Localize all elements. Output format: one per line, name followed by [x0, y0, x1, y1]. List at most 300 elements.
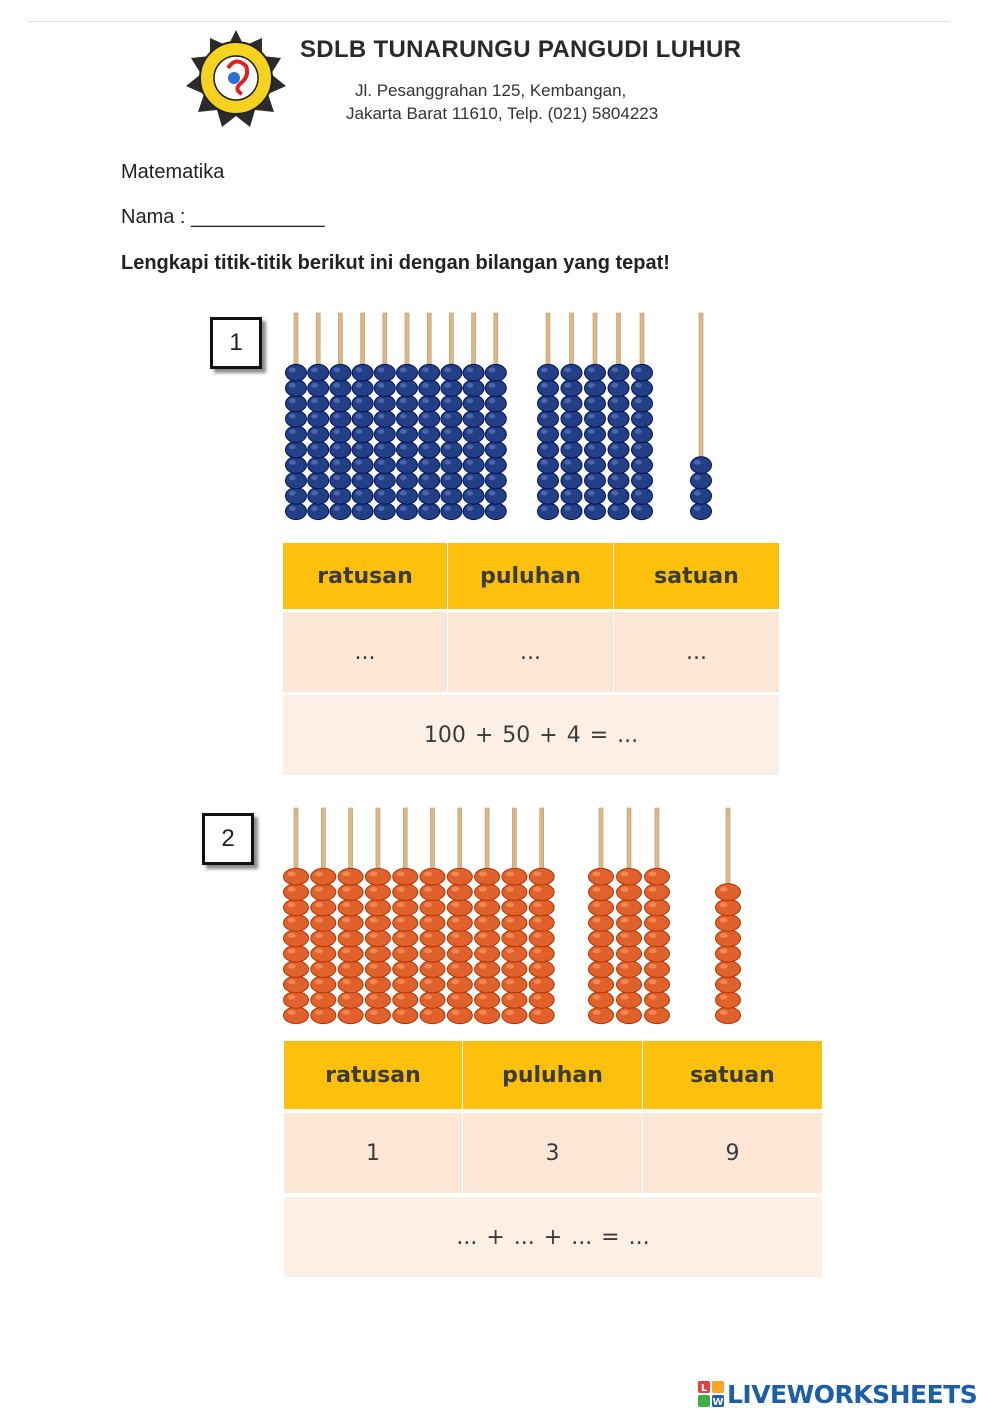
hundred-bead	[485, 503, 506, 520]
hundred-bead	[284, 884, 309, 901]
ten-bead	[617, 930, 642, 947]
hundred-bead	[485, 441, 506, 458]
hundred-bead-highlight	[506, 902, 514, 907]
hundred-bead-highlight	[422, 506, 429, 511]
hundred-bead	[393, 961, 418, 978]
ten-bead-highlight	[621, 979, 629, 984]
hundred-bead	[311, 976, 336, 993]
hundred-bead-highlight	[479, 964, 487, 969]
ten-bead-highlight	[649, 948, 657, 953]
hundred-bead-highlight	[311, 444, 318, 449]
ten-bead	[561, 426, 582, 443]
hundred-bead	[330, 457, 351, 474]
hundred-bead	[420, 1007, 445, 1024]
name-field[interactable]: Nama : ____________	[121, 206, 325, 228]
hundred-bead-highlight	[289, 367, 296, 372]
ten-bead	[645, 945, 670, 962]
hundred-bead-highlight	[400, 491, 407, 496]
hundred-bead	[393, 884, 418, 901]
ten-bead	[538, 472, 559, 489]
hundred-bead-highlight	[397, 902, 405, 907]
hundred-bead-highlight	[378, 383, 385, 388]
hundred-bead	[419, 488, 440, 505]
hundred-bead	[419, 503, 440, 520]
hundred-bead-highlight	[333, 429, 340, 434]
hundred-bead	[420, 945, 445, 962]
hundred-bead-highlight	[356, 506, 363, 511]
hundred-bead-highlight	[506, 918, 514, 923]
hundred-bead	[485, 472, 506, 489]
one-bead-highlight	[720, 902, 728, 907]
hundred-bead-highlight	[356, 367, 363, 372]
hundred-bead	[397, 364, 418, 381]
hundred-bead	[284, 1007, 309, 1024]
hundred-bead-highlight	[356, 414, 363, 419]
hundred-bead-highlight	[444, 475, 451, 480]
hundred-bead	[529, 976, 554, 993]
hundred-bead	[420, 884, 445, 901]
hundred-bead-highlight	[289, 429, 296, 434]
hundred-bead	[284, 992, 309, 1009]
hundred-bead	[419, 364, 440, 381]
hundred-bead	[447, 930, 472, 947]
ten-bead-highlight	[593, 933, 601, 938]
ten-bead	[561, 503, 582, 520]
hundred-bead-highlight	[356, 398, 363, 403]
ten-bead-highlight	[611, 414, 618, 419]
hundred-bead-highlight	[451, 964, 459, 969]
hundred-bead-highlight	[506, 871, 514, 876]
hundred-bead-highlight	[489, 398, 496, 403]
ten-bead	[632, 472, 653, 489]
hundred-bead	[502, 930, 527, 947]
hundred-bead-highlight	[400, 414, 407, 419]
address-line-1: Jl. Pesanggrahan 125, Kembangan,	[355, 81, 627, 100]
hundred-bead-highlight	[479, 995, 487, 1000]
hundred-bead	[502, 976, 527, 993]
ten-bead-highlight	[588, 444, 595, 449]
hundred-bead-highlight	[342, 918, 350, 923]
ten-bead-highlight	[649, 933, 657, 938]
one-bead-highlight	[694, 460, 701, 465]
ten-bead	[608, 395, 629, 412]
hundred-bead	[463, 488, 484, 505]
ten-bead	[561, 488, 582, 505]
ten-bead-highlight	[621, 918, 629, 923]
ten-bead	[589, 992, 614, 1009]
hundred-bead	[502, 868, 527, 885]
one-bead	[691, 488, 712, 505]
hundred-bead	[286, 472, 307, 489]
hundred-bead-highlight	[489, 383, 496, 388]
hundred-bead	[502, 992, 527, 1009]
abacus-1	[275, 305, 745, 530]
ten-bead-highlight	[611, 367, 618, 372]
hundred-bead	[311, 1007, 336, 1024]
hundred-bead-highlight	[422, 367, 429, 372]
hundred-bead	[463, 380, 484, 397]
hundred-bead-highlight	[467, 444, 474, 449]
hundred-bead-highlight	[489, 506, 496, 511]
ten-bead	[585, 503, 606, 520]
hundred-bead	[502, 1007, 527, 1024]
header-ratusan: ratusan	[283, 543, 447, 609]
hundred-bead	[393, 976, 418, 993]
one-bead-highlight	[720, 933, 728, 938]
hundred-bead-highlight	[311, 398, 318, 403]
hundred-bead-highlight	[315, 948, 323, 953]
hundred-bead	[365, 899, 390, 916]
equation-2[interactable]: ... + ... + ... = ...	[284, 1197, 822, 1277]
hundred-bead-highlight	[467, 491, 474, 496]
hundred-bead-highlight	[451, 871, 459, 876]
hundred-bead-highlight	[397, 933, 405, 938]
ten-bead-highlight	[611, 506, 618, 511]
hundred-bead	[485, 364, 506, 381]
hundred-bead-highlight	[397, 979, 405, 984]
hundred-bead-highlight	[506, 933, 514, 938]
hundred-bead	[311, 945, 336, 962]
ten-bead-highlight	[564, 414, 571, 419]
hundred-bead	[374, 488, 395, 505]
ten-bead-highlight	[611, 491, 618, 496]
hundred-bead-highlight	[451, 902, 459, 907]
hundred-bead	[284, 899, 309, 916]
hundred-bead-highlight	[467, 414, 474, 419]
ten-bead-highlight	[621, 902, 629, 907]
hundred-bead-highlight	[356, 429, 363, 434]
ten-bead-highlight	[593, 1010, 601, 1015]
hundred-bead-highlight	[288, 995, 296, 1000]
hundred-bead	[338, 868, 363, 885]
hundred-bead-highlight	[289, 444, 296, 449]
hundred-bead	[441, 364, 462, 381]
hundred-bead	[365, 915, 390, 932]
hundred-bead-highlight	[333, 398, 340, 403]
ten-bead-highlight	[564, 367, 571, 372]
ten-bead	[585, 380, 606, 397]
hundred-bead-highlight	[356, 475, 363, 480]
hundred-bead-highlight	[378, 460, 385, 465]
header-satuan: satuan	[643, 1041, 822, 1109]
hundred-bead	[308, 488, 329, 505]
hundred-bead	[397, 380, 418, 397]
hundred-bead-highlight	[424, 887, 432, 892]
ten-bead-highlight	[611, 460, 618, 465]
hundred-bead-highlight	[489, 414, 496, 419]
one-bead-highlight	[720, 887, 728, 892]
ten-bead-highlight	[588, 367, 595, 372]
ten-bead	[645, 1007, 670, 1024]
hundred-bead	[420, 899, 445, 916]
hundred-bead-highlight	[424, 933, 432, 938]
ten-bead	[632, 411, 653, 428]
equation-1[interactable]: 100 + 50 + 4 = ...	[283, 695, 779, 775]
hundred-bead-highlight	[311, 367, 318, 372]
hundred-bead-highlight	[289, 460, 296, 465]
ten-bead-highlight	[564, 429, 571, 434]
ten-bead	[585, 395, 606, 412]
one-bead-highlight	[720, 918, 728, 923]
hundred-bead-highlight	[467, 367, 474, 372]
hundred-bead	[311, 992, 336, 1009]
hundred-bead	[397, 503, 418, 520]
hundred-bead-highlight	[422, 414, 429, 419]
hundred-bead	[419, 395, 440, 412]
hundred-bead	[441, 472, 462, 489]
ten-bead	[608, 364, 629, 381]
answer-ratusan-1[interactable]: ...	[283, 612, 447, 692]
ten-bead	[561, 364, 582, 381]
one-bead-highlight	[720, 979, 728, 984]
logo-tile-green	[698, 1395, 710, 1407]
ten-bead-highlight	[588, 491, 595, 496]
hundred-bead-highlight	[378, 367, 385, 372]
abacus-2	[275, 800, 765, 1030]
hundred-bead	[330, 411, 351, 428]
problem-number-2: 2	[202, 813, 254, 865]
ten-bead	[632, 457, 653, 474]
hundred-bead-highlight	[444, 398, 451, 403]
hundred-bead-highlight	[479, 918, 487, 923]
ten-bead	[561, 472, 582, 489]
one-bead	[716, 992, 741, 1009]
hundred-bead-highlight	[342, 887, 350, 892]
ten-bead-highlight	[541, 398, 548, 403]
hundred-bead	[420, 868, 445, 885]
value-ratusan-2: 1	[284, 1113, 462, 1193]
ten-bead	[585, 488, 606, 505]
hundred-bead-highlight	[397, 964, 405, 969]
hundred-bead-highlight	[451, 933, 459, 938]
ten-bead	[585, 364, 606, 381]
hundred-bead	[463, 503, 484, 520]
hundred-bead	[352, 364, 373, 381]
hundred-bead-highlight	[333, 414, 340, 419]
hundred-bead-highlight	[315, 979, 323, 984]
hundred-bead-highlight	[315, 902, 323, 907]
header-satuan: satuan	[614, 543, 779, 609]
one-bead-highlight	[694, 475, 701, 480]
hundred-bead	[447, 915, 472, 932]
hundred-bead	[393, 899, 418, 916]
hundred-bead-highlight	[378, 475, 385, 480]
ten-bead-highlight	[611, 475, 618, 480]
ten-bead	[589, 915, 614, 932]
hundred-bead	[475, 884, 500, 901]
hundred-bead	[311, 868, 336, 885]
hundred-bead-highlight	[378, 506, 385, 511]
liveworksheets-logo-icon	[697, 1380, 725, 1408]
hundred-bead-highlight	[356, 460, 363, 465]
ten-bead	[538, 488, 559, 505]
hundred-bead	[419, 426, 440, 443]
hundred-bead-highlight	[311, 414, 318, 419]
hundred-bead	[286, 364, 307, 381]
hundred-bead	[393, 945, 418, 962]
hundred-bead	[352, 380, 373, 397]
ten-bead-highlight	[621, 964, 629, 969]
hundred-bead	[338, 976, 363, 993]
hundred-bead	[485, 395, 506, 412]
hundred-bead	[286, 441, 307, 458]
hundred-bead-highlight	[424, 918, 432, 923]
hundred-bead-highlight	[342, 948, 350, 953]
hundred-bead-highlight	[533, 995, 541, 1000]
hundred-bead	[475, 961, 500, 978]
hundred-bead-highlight	[489, 475, 496, 480]
ten-bead-highlight	[593, 964, 601, 969]
hundred-bead-highlight	[400, 506, 407, 511]
hundred-bead	[475, 992, 500, 1009]
ten-bead-highlight	[541, 383, 548, 388]
hundred-bead-highlight	[467, 475, 474, 480]
ten-bead-highlight	[635, 383, 642, 388]
ten-bead-highlight	[649, 902, 657, 907]
hundred-bead	[330, 426, 351, 443]
hundred-bead	[529, 992, 554, 1009]
ten-bead	[608, 457, 629, 474]
ten-bead-highlight	[635, 414, 642, 419]
ten-bead-highlight	[649, 918, 657, 923]
hundred-bead-highlight	[400, 429, 407, 434]
hundred-bead-highlight	[315, 964, 323, 969]
hundred-bead-highlight	[342, 871, 350, 876]
one-bead-highlight	[720, 948, 728, 953]
ten-bead	[632, 395, 653, 412]
hundred-bead-highlight	[333, 367, 340, 372]
hundred-bead	[286, 395, 307, 412]
ten-bead	[632, 426, 653, 443]
hundred-bead	[308, 472, 329, 489]
hundred-bead	[447, 945, 472, 962]
ten-bead-highlight	[635, 460, 642, 465]
hundred-bead	[419, 472, 440, 489]
answer-puluhan-1[interactable]: ...	[448, 612, 613, 692]
hundred-bead	[330, 488, 351, 505]
ten-bead-highlight	[593, 979, 601, 984]
hundred-bead-highlight	[315, 995, 323, 1000]
hundred-bead	[393, 1007, 418, 1024]
ten-bead	[645, 868, 670, 885]
hundred-bead-highlight	[397, 995, 405, 1000]
hundred-bead-highlight	[356, 444, 363, 449]
hundred-bead-highlight	[424, 964, 432, 969]
ten-bead-highlight	[649, 871, 657, 876]
ten-bead	[589, 868, 614, 885]
ten-bead	[585, 411, 606, 428]
ten-bead	[585, 472, 606, 489]
hundred-bead-highlight	[444, 444, 451, 449]
hundred-bead	[338, 1007, 363, 1024]
hundred-bead	[502, 884, 527, 901]
hundred-bead	[286, 503, 307, 520]
hundred-bead	[485, 426, 506, 443]
ten-bead	[608, 472, 629, 489]
ten-bead	[608, 380, 629, 397]
hundred-bead	[463, 426, 484, 443]
ten-bead-highlight	[611, 444, 618, 449]
hundred-bead	[447, 976, 472, 993]
hundred-bead	[419, 411, 440, 428]
hundred-bead-highlight	[378, 414, 385, 419]
hundred-bead-highlight	[444, 383, 451, 388]
answer-satuan-1[interactable]: ...	[614, 612, 779, 692]
ten-bead	[585, 441, 606, 458]
ten-bead-highlight	[541, 367, 548, 372]
hundred-bead-highlight	[288, 979, 296, 984]
hundred-bead-highlight	[479, 871, 487, 876]
ten-bead-highlight	[621, 1010, 629, 1015]
hundred-bead	[308, 411, 329, 428]
hundred-bead	[420, 961, 445, 978]
hundred-bead-highlight	[370, 887, 378, 892]
ten-bead	[538, 503, 559, 520]
ten-bead-highlight	[635, 398, 642, 403]
hundred-bead	[441, 380, 462, 397]
hundred-bead	[420, 976, 445, 993]
hundred-bead	[475, 868, 500, 885]
hundred-bead	[352, 488, 373, 505]
hundred-bead-highlight	[342, 1010, 350, 1015]
hundred-bead	[284, 976, 309, 993]
ten-bead	[632, 503, 653, 520]
hundred-bead-highlight	[533, 918, 541, 923]
hundred-bead	[365, 976, 390, 993]
hundred-bead-highlight	[288, 871, 296, 876]
hundred-bead-highlight	[288, 1010, 296, 1015]
hundred-bead	[441, 426, 462, 443]
ten-bead-highlight	[611, 429, 618, 434]
ten-bead	[538, 441, 559, 458]
ten-bead-highlight	[588, 398, 595, 403]
hundred-bead	[502, 945, 527, 962]
hundred-bead-highlight	[342, 902, 350, 907]
ten-bead	[589, 945, 614, 962]
hundred-bead	[529, 884, 554, 901]
ten-bead-highlight	[635, 506, 642, 511]
hundred-bead-highlight	[424, 948, 432, 953]
hundred-bead	[463, 411, 484, 428]
hundred-bead	[397, 457, 418, 474]
hundred-bead	[352, 441, 373, 458]
hundred-bead-highlight	[288, 918, 296, 923]
hundred-bead	[447, 899, 472, 916]
ten-bead-highlight	[564, 460, 571, 465]
hundred-bead-highlight	[479, 902, 487, 907]
one-bead	[716, 915, 741, 932]
hundred-bead-highlight	[288, 902, 296, 907]
ten-bead-highlight	[635, 367, 642, 372]
hundred-bead-highlight	[400, 460, 407, 465]
hundred-bead	[441, 411, 462, 428]
hundred-bead	[374, 426, 395, 443]
hundred-bead-highlight	[451, 995, 459, 1000]
hundred-bead-highlight	[311, 475, 318, 480]
hundred-bead-highlight	[370, 995, 378, 1000]
ten-bead-highlight	[621, 995, 629, 1000]
hundred-bead-highlight	[479, 933, 487, 938]
one-bead	[691, 472, 712, 489]
hundred-bead-highlight	[506, 1010, 514, 1015]
hundred-bead	[286, 411, 307, 428]
problem-number-1: 1	[210, 317, 262, 369]
hundred-bead-highlight	[289, 475, 296, 480]
ten-bead	[608, 411, 629, 428]
hundred-bead-highlight	[479, 948, 487, 953]
hundred-bead	[311, 884, 336, 901]
hundred-bead-highlight	[370, 902, 378, 907]
